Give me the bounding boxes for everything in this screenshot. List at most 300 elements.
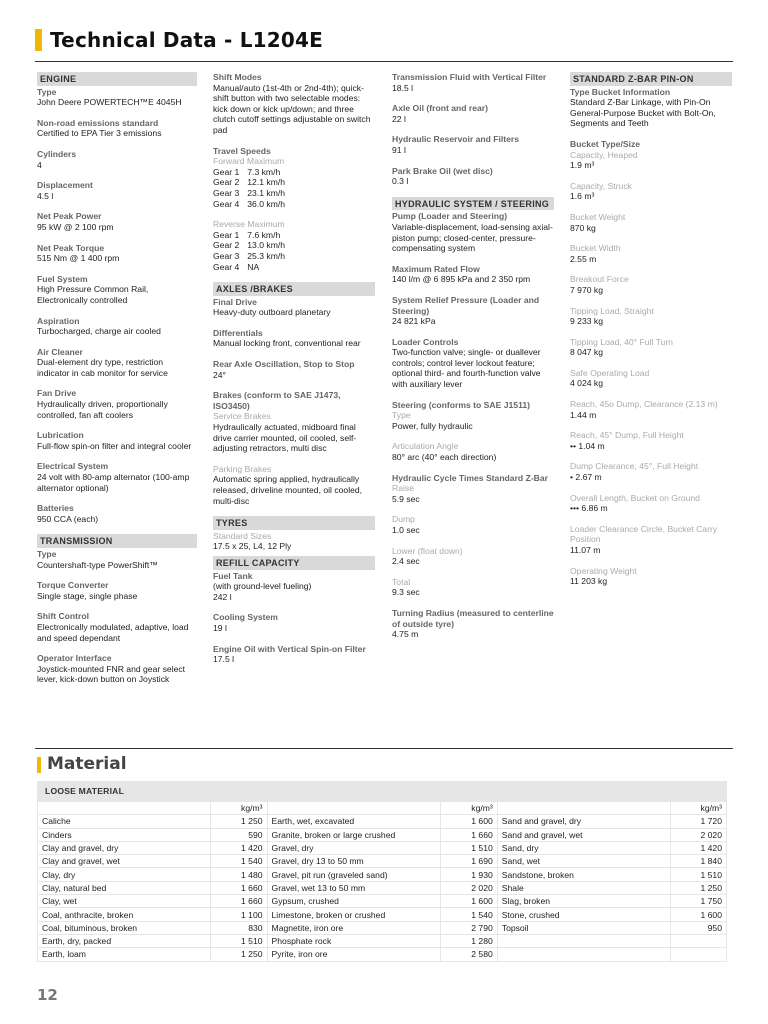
spec-value: 4.75 m — [392, 629, 419, 640]
spec-item — [37, 211, 197, 232]
spec-item — [570, 461, 732, 482]
spec-value: Single stage, single phase — [37, 590, 138, 601]
hydraulic-spec-list — [392, 211, 554, 389]
material-name: Coal, bituminous, broken — [38, 922, 210, 934]
gear-speed: 25.3 km/h — [247, 250, 286, 261]
spec-label: Maximum Rated Flow — [392, 263, 480, 274]
spec-value: Hydraulically driven, proportionally controlled, fan aft coolers — [37, 399, 168, 420]
spec-value: 22 l — [392, 113, 406, 124]
gear-row — [213, 199, 293, 210]
gear-row — [213, 188, 293, 199]
spec-label: Fuel System — [37, 273, 88, 284]
spec-label: Fuel Tank — [213, 570, 253, 581]
service-brakes-label: Service Brakes — [213, 411, 271, 422]
spec-value: 2.55 m — [570, 253, 597, 264]
spec-label: Travel Speeds — [213, 145, 271, 156]
spec-label: Non-road emissions standard — [37, 117, 159, 128]
spec-differentials — [213, 328, 375, 349]
spec-item — [37, 180, 197, 201]
material-name: Sand, wet — [498, 855, 670, 867]
material-name: Earth, wet, excavated — [268, 815, 441, 827]
material-density — [671, 948, 726, 960]
spec-value: Electronically modulated, adaptive, load and speed dependant — [37, 621, 189, 643]
spec-label: Park Brake Oil (wet disc) — [392, 165, 493, 176]
material-density: 1 750 — [671, 895, 726, 907]
material-header-row — [38, 802, 726, 814]
spec-item — [570, 399, 732, 420]
material-density: 1 510 — [211, 935, 266, 947]
spec-value: Variable-displacement, load-sensing axial-piston pump; closed-center, pressure-compensating system — [392, 221, 553, 254]
total-label: Total — [392, 576, 411, 587]
table-row — [38, 855, 726, 867]
spec-label: Overall Length, Bucket on Ground — [570, 492, 700, 503]
spec-value: 1.0 sec — [392, 525, 420, 535]
table-row — [38, 935, 726, 947]
spec-label: Loader Clearance Circle, Bucket Carry Position — [570, 523, 718, 545]
gear-label: Gear 4 — [213, 198, 240, 209]
material-density: 1 840 — [671, 855, 726, 867]
material-name: Gravel, wet 13 to 50 mm — [268, 882, 441, 894]
spec-label: Type — [37, 86, 57, 97]
spec-steering — [392, 400, 554, 463]
spec-label: Lubrication — [37, 430, 84, 441]
spec-item — [37, 388, 197, 420]
spec-label: Operating Weight — [570, 565, 637, 576]
spec-value: Certified to EPA Tier 3 emissions — [37, 128, 162, 139]
material-name: Pyrite, iron ore — [268, 948, 441, 960]
spec-item — [37, 430, 197, 451]
spec-value: 95 kW @ 2 100 rpm — [37, 221, 114, 232]
material-name: Clay and gravel, dry — [38, 842, 210, 854]
material-density: 1 600 — [441, 895, 496, 907]
material-name: Clay, natural bed — [38, 882, 210, 894]
spec-value: 19 l — [213, 622, 227, 633]
spec-label: Displacement — [37, 180, 93, 191]
material-name-header — [498, 802, 670, 814]
spec-value: High Pressure Common Rail, Electronically controlled — [37, 284, 149, 305]
parking-brakes-label: Parking Brakes — [213, 463, 272, 474]
spec-item — [392, 295, 554, 327]
gear-speed: 12.1 km/h — [247, 177, 286, 188]
material-density: 1 600 — [441, 815, 496, 827]
spec-value: 2.4 sec — [392, 556, 420, 567]
column-2 — [213, 72, 375, 675]
spec-rear-axle-oscillation — [213, 359, 375, 380]
spec-label: Engine Oil with Vertical Spin-on Filter — [213, 643, 366, 654]
spec-label: Tipping Load, 40° Full Turn — [570, 336, 673, 347]
column-3 — [392, 72, 554, 650]
spec-item — [570, 274, 732, 295]
spec-item — [37, 580, 197, 601]
spec-bucket-info — [570, 87, 732, 129]
material-density: 1 660 — [441, 829, 496, 841]
spec-label: Dump Clearance, 45°, Full Height — [570, 461, 699, 472]
spec-label: Axle Oil (front and rear) — [392, 103, 488, 114]
material-density: 950 — [671, 922, 726, 934]
page-number: 12 — [37, 986, 58, 1004]
material-name: Phosphate rock — [268, 935, 441, 947]
spec-engine-oil — [213, 644, 375, 665]
forward-speed-table — [213, 167, 293, 209]
spec-item — [37, 274, 197, 306]
material-density: 1 600 — [671, 908, 726, 920]
spec-value: Power, fully hydraulic — [392, 420, 473, 431]
spec-value: 24 821 kPa — [392, 316, 436, 327]
gear-row — [213, 230, 293, 241]
spec-value: Dual-element dry type, restriction indicator in cab monitor for service — [37, 357, 168, 378]
material-name: Sandstone, broken — [498, 868, 670, 880]
spec-travel-speeds — [213, 146, 375, 273]
spec-value: 11 203 kg — [570, 576, 608, 587]
gear-speed: 13.0 km/h — [247, 240, 286, 251]
spec-value: Joystick-mounted FNR and gear select lever, kick-down button on Joystick — [37, 663, 186, 685]
material-name: Coal, anthracite, broken — [38, 908, 210, 920]
spec-value: 18.5 l — [392, 82, 414, 93]
spec-label: Aspiration — [37, 315, 80, 326]
gear-speed: 36.0 km/h — [247, 198, 286, 209]
spec-value: 17.5 x 25, L4, 12 Ply — [213, 541, 292, 552]
bucket-type-label: Bucket Type/Size — [570, 138, 641, 149]
gear-row — [213, 167, 293, 178]
spec-label: Hydraulic Reservoir and Filters — [392, 134, 520, 145]
gear-label: Gear 3 — [213, 250, 240, 261]
material-name: Sand and gravel, dry — [498, 815, 670, 827]
spec-value: Manual locking front, conventional rear — [213, 338, 361, 349]
spec-label: Transmission Fluid with Vertical Filter — [392, 72, 547, 82]
material-name: Gravel, pit run (graveled sand) — [268, 868, 441, 880]
spec-item — [570, 150, 732, 171]
gear-speed: NA — [247, 261, 260, 272]
spec-value: 140 l/m @ 6 895 kPa and 2 350 rpm — [392, 274, 531, 285]
page-title: Technical Data - L1204E — [50, 28, 323, 52]
material-name: Gypsum, crushed — [268, 895, 441, 907]
material-density: 1 540 — [211, 855, 266, 867]
gear-label: Gear 4 — [213, 261, 240, 272]
spec-standard-sizes — [213, 531, 375, 552]
reverse-maximum-label: Reverse Maximum — [213, 219, 285, 230]
spec-value: 515 Nm @ 1 400 rpm — [37, 253, 120, 264]
spec-cooling-system — [213, 612, 375, 633]
spec-value: • 2.67 m — [570, 472, 602, 483]
material-density: 1 420 — [211, 842, 266, 854]
spec-final-drive — [213, 297, 375, 318]
material-name-header — [268, 802, 441, 814]
material-name: Earth, loam — [38, 948, 210, 960]
material-accent-bar — [37, 757, 41, 773]
spec-label: Reach, 45° Dump, Full Height — [570, 430, 684, 441]
transmission-spec-list — [37, 549, 197, 685]
spec-item — [37, 503, 197, 524]
spec-label: Electrical System — [37, 461, 109, 472]
spec-fuel-tank — [213, 571, 375, 603]
spec-value: 8 047 kg — [570, 347, 603, 358]
material-name-header — [38, 802, 210, 814]
spec-item — [37, 149, 197, 170]
spec-label: Rear Axle Oscillation, Stop to Stop — [213, 359, 355, 370]
bucket-spec-list — [570, 150, 732, 587]
material-density: 1 250 — [211, 948, 266, 960]
steering-type-label: Type — [392, 410, 411, 421]
spec-label: Pump (Loader and Steering) — [392, 211, 508, 222]
material-density: 1 720 — [671, 815, 726, 827]
spec-item — [570, 524, 732, 556]
spec-label: Cooling System — [213, 612, 278, 623]
material-name: Stone, crushed — [498, 908, 670, 920]
spec-label: Type — [37, 549, 57, 559]
spec-label: Bucket Width — [570, 243, 621, 254]
spec-value: Countershaft-type PowerShift™ — [37, 559, 158, 570]
spec-label: Shift Modes — [213, 72, 262, 82]
material-density: 1 930 — [441, 868, 496, 880]
spec-shift-modes — [213, 72, 375, 136]
material-density: 1 480 — [211, 868, 266, 880]
spec-value: Turbocharged, charge air cooled — [37, 326, 161, 337]
spec-item — [570, 212, 732, 233]
spec-item — [37, 653, 197, 685]
material-name — [498, 935, 670, 947]
spec-value: 9 233 kg — [570, 316, 603, 327]
title-accent-bar — [35, 29, 42, 51]
gear-speed: 23.1 km/h — [247, 187, 286, 198]
gear-row — [213, 177, 293, 188]
material-rule — [35, 748, 733, 749]
spec-item — [570, 181, 732, 202]
gear-label: Gear 1 — [213, 166, 240, 177]
spec-value: 5.9 sec — [392, 493, 420, 504]
material-density: 1 690 — [441, 855, 496, 867]
section-tyres: TYRES — [213, 516, 375, 530]
material-density: 1 100 — [211, 908, 266, 920]
spec-value: 91 l — [392, 144, 406, 155]
spec-label: Differentials — [213, 327, 263, 338]
spec-item — [37, 243, 197, 264]
table-row — [38, 882, 726, 894]
section-transmission: TRANSMISSION — [37, 534, 197, 548]
spec-value: 24 volt with 80-amp alternator (100-amp alternator optional) — [37, 472, 190, 493]
spec-label: Capacity, Struck — [570, 180, 632, 191]
spec-item — [570, 368, 732, 389]
forward-maximum-label: Forward Maximum — [213, 156, 285, 167]
material-density: 1 660 — [211, 895, 266, 907]
spec-label: Hydraulic Cycle Times Standard Z-Bar — [392, 472, 549, 483]
spec-value: 1.9 m³ — [570, 160, 595, 171]
spec-label: Tipping Load, Straight — [570, 305, 654, 316]
spec-item — [570, 243, 732, 264]
spec-item — [392, 337, 554, 390]
spec-label: Standard Sizes — [213, 530, 272, 541]
spec-label: Batteries — [37, 503, 74, 514]
material-name: Gravel, dry 13 to 50 mm — [268, 855, 441, 867]
table-row — [38, 815, 726, 827]
spec-label: Reach, 45o Dump, Clearance (2.13 m) — [570, 399, 718, 410]
material-density: 1 420 — [671, 842, 726, 854]
spec-item — [392, 134, 554, 155]
material-density: 1 280 — [441, 935, 496, 947]
spec-value: 0.3 l — [392, 176, 409, 187]
spec-value: Heavy-duty outboard planetary — [213, 307, 331, 318]
gear-label: Gear 1 — [213, 229, 240, 240]
spec-label: Final Drive — [213, 296, 257, 307]
spec-item — [37, 461, 197, 493]
material-density — [671, 935, 726, 947]
material-table — [37, 781, 727, 962]
spec-value: 4 — [37, 159, 42, 170]
spec-value: Two-function valve; single- or duallever controls; control lever lockout feature; optional third- and fourth-function valve with auxiliary lever — [392, 347, 541, 390]
spec-brakes — [213, 390, 375, 506]
gear-row — [213, 251, 293, 262]
spec-label: Capacity, Heaped — [570, 149, 638, 160]
section-refill-capacity: REFILL CAPACITY — [213, 556, 375, 570]
table-row — [38, 948, 726, 960]
fluid-capacity-list — [392, 72, 554, 187]
spec-item — [37, 316, 197, 337]
material-density: 1 540 — [441, 908, 496, 920]
material-density: 590 — [211, 829, 266, 841]
unit-header: kg/m³ — [671, 802, 726, 814]
spec-label: Steering (conforms to SAE J1511) — [392, 399, 531, 410]
material-density: 2 020 — [671, 829, 726, 841]
spec-value: 4 024 kg — [570, 378, 603, 389]
reverse-speed-table — [213, 230, 293, 272]
material-density: 1 510 — [671, 868, 726, 880]
material-name: Clay, wet — [38, 895, 210, 907]
spec-label: Turning Radius (measured to centerline of outside tyre) — [392, 607, 554, 629]
material-name — [498, 948, 670, 960]
spec-label: Type Bucket Information — [570, 86, 671, 97]
material-name: Topsoil — [498, 922, 670, 934]
section-axles-brakes: AXLES /BRAKES — [213, 282, 375, 296]
spec-item — [392, 72, 554, 93]
material-name: Slag, broken — [498, 895, 670, 907]
section-z-bar: STANDARD Z-BAR PIN-ON — [570, 72, 732, 86]
spec-value: 870 kg — [570, 222, 596, 233]
gear-speed: 7.6 km/h — [247, 229, 281, 240]
spec-value: 1.6 m³ — [570, 191, 595, 202]
spec-value: 7 970 kg — [570, 284, 603, 295]
material-name: Magnetite, iron ore — [268, 922, 441, 934]
spec-value: 80° arc (40° each direction) — [392, 452, 497, 463]
gear-row — [213, 262, 293, 273]
material-name: Limestone, broken or crushed — [268, 908, 441, 920]
spec-value: 11.07 m — [570, 545, 601, 555]
material-density-table — [37, 801, 727, 962]
table-row — [38, 842, 726, 854]
spec-item — [392, 166, 554, 187]
material-density: 1 660 — [211, 882, 266, 894]
spec-value: Standard Z-Bar Linkage, with Pin-On General-Purpose Bucket with Bolt-On, Segments and Teeth — [570, 97, 716, 129]
spec-item — [570, 566, 732, 587]
spec-label: Safe Operating Load — [570, 367, 650, 378]
column-4 — [570, 72, 732, 597]
material-density: 1 250 — [211, 815, 266, 827]
material-name: Shale — [498, 882, 670, 894]
section-hydraulic-steering: HYDRAULIC SYSTEM / STEERING — [392, 197, 554, 211]
spec-item — [570, 493, 732, 514]
spec-value: 9.3 sec — [392, 587, 420, 598]
spec-label: Torque Converter — [37, 580, 109, 591]
material-name: Granite, broken or large crushed — [268, 829, 441, 841]
spec-label: Loader Controls — [392, 336, 459, 347]
spec-label: Fan Drive — [37, 388, 77, 399]
spec-item — [570, 306, 732, 327]
spec-label: Breakout Force — [570, 274, 629, 285]
spec-value: Full-flow spin-on filter and integral cooler — [37, 440, 192, 451]
spec-item — [37, 347, 197, 379]
table-row — [38, 829, 726, 841]
spec-item — [37, 549, 197, 570]
spec-value: Hydraulically actuated, midboard final drive carrier mounted, oil cooled, self-adjusting retractors, multi disc — [213, 422, 357, 454]
spec-value: 4.5 l — [37, 190, 54, 201]
spec-value: 1.44 m — [570, 409, 597, 420]
spec-value: (with ground-level fueling) 242 l — [213, 581, 312, 602]
spec-value: Manual/auto (1st-4th or 2nd-4th); quick-shift button with two selectable modes: kick down or kick up/down; and three clutch cutoff settings adjustable on switch pad — [213, 82, 371, 135]
spec-value: Automatic spring applied, hydraulically released, driveline mounted, oil cooled, multi-disc — [213, 474, 363, 506]
material-density: 2 020 — [441, 882, 496, 894]
spec-item — [392, 264, 554, 285]
material-density: 2 790 — [441, 922, 496, 934]
spec-value: ••• 6.86 m — [570, 503, 608, 514]
table-row — [38, 868, 726, 880]
articulation-angle-label: Articulation Angle — [392, 441, 459, 452]
gear-label: Gear 2 — [213, 177, 240, 188]
material-name: Sand and gravel, wet — [498, 829, 670, 841]
material-name: Earth, dry, packed — [38, 935, 210, 947]
material-name: Caliche — [38, 815, 210, 827]
gear-label: Gear 2 — [213, 240, 240, 251]
material-title: Material — [47, 754, 127, 774]
spec-value: John Deere POWERTECH™E 4045H — [37, 97, 182, 108]
column-1 — [37, 72, 197, 695]
material-name: Sand, dry — [498, 842, 670, 854]
material-name: Clay and gravel, wet — [38, 855, 210, 867]
spec-item — [37, 611, 197, 643]
spec-value: 17.5 l — [213, 654, 235, 665]
spec-cycle-times — [392, 473, 554, 598]
spec-label: Shift Control — [37, 611, 90, 622]
spec-value: 950 CCA (each) — [37, 513, 99, 524]
unit-header: kg/m³ — [211, 802, 266, 814]
spec-label: System Relief Pressure (Loader and Steering) — [392, 294, 540, 316]
spec-item — [570, 430, 732, 451]
engine-spec-list — [37, 87, 197, 525]
spec-item — [392, 103, 554, 124]
spec-label: Brakes (conform to SAE J1473, ISO3450) — [213, 390, 341, 411]
spec-label: Net Peak Torque — [37, 242, 105, 253]
loose-material-header: LOOSE MATERIAL — [45, 786, 125, 796]
material-name: Clay, dry — [38, 868, 210, 880]
spec-value: 24° — [213, 369, 226, 380]
material-name: Gravel, dry — [268, 842, 441, 854]
gear-speed: 7.3 km/h — [247, 166, 281, 177]
dump-label: Dump — [392, 514, 415, 525]
spec-value: •• 1.04 m — [570, 440, 605, 451]
table-row — [38, 908, 726, 920]
spec-item — [37, 118, 197, 139]
material-name: Cinders — [38, 829, 210, 841]
section-engine: ENGINE — [37, 72, 197, 86]
table-row — [38, 895, 726, 907]
spec-item — [37, 87, 197, 108]
material-density: 830 — [211, 922, 266, 934]
spec-turning-radius — [392, 608, 554, 640]
raise-label: Raise — [392, 483, 414, 494]
spec-label: Net Peak Power — [37, 211, 102, 222]
spec-item — [392, 211, 554, 253]
material-density: 2 580 — [441, 948, 496, 960]
spec-item — [570, 337, 732, 358]
material-density: 1 250 — [671, 882, 726, 894]
gear-label: Gear 3 — [213, 187, 240, 198]
